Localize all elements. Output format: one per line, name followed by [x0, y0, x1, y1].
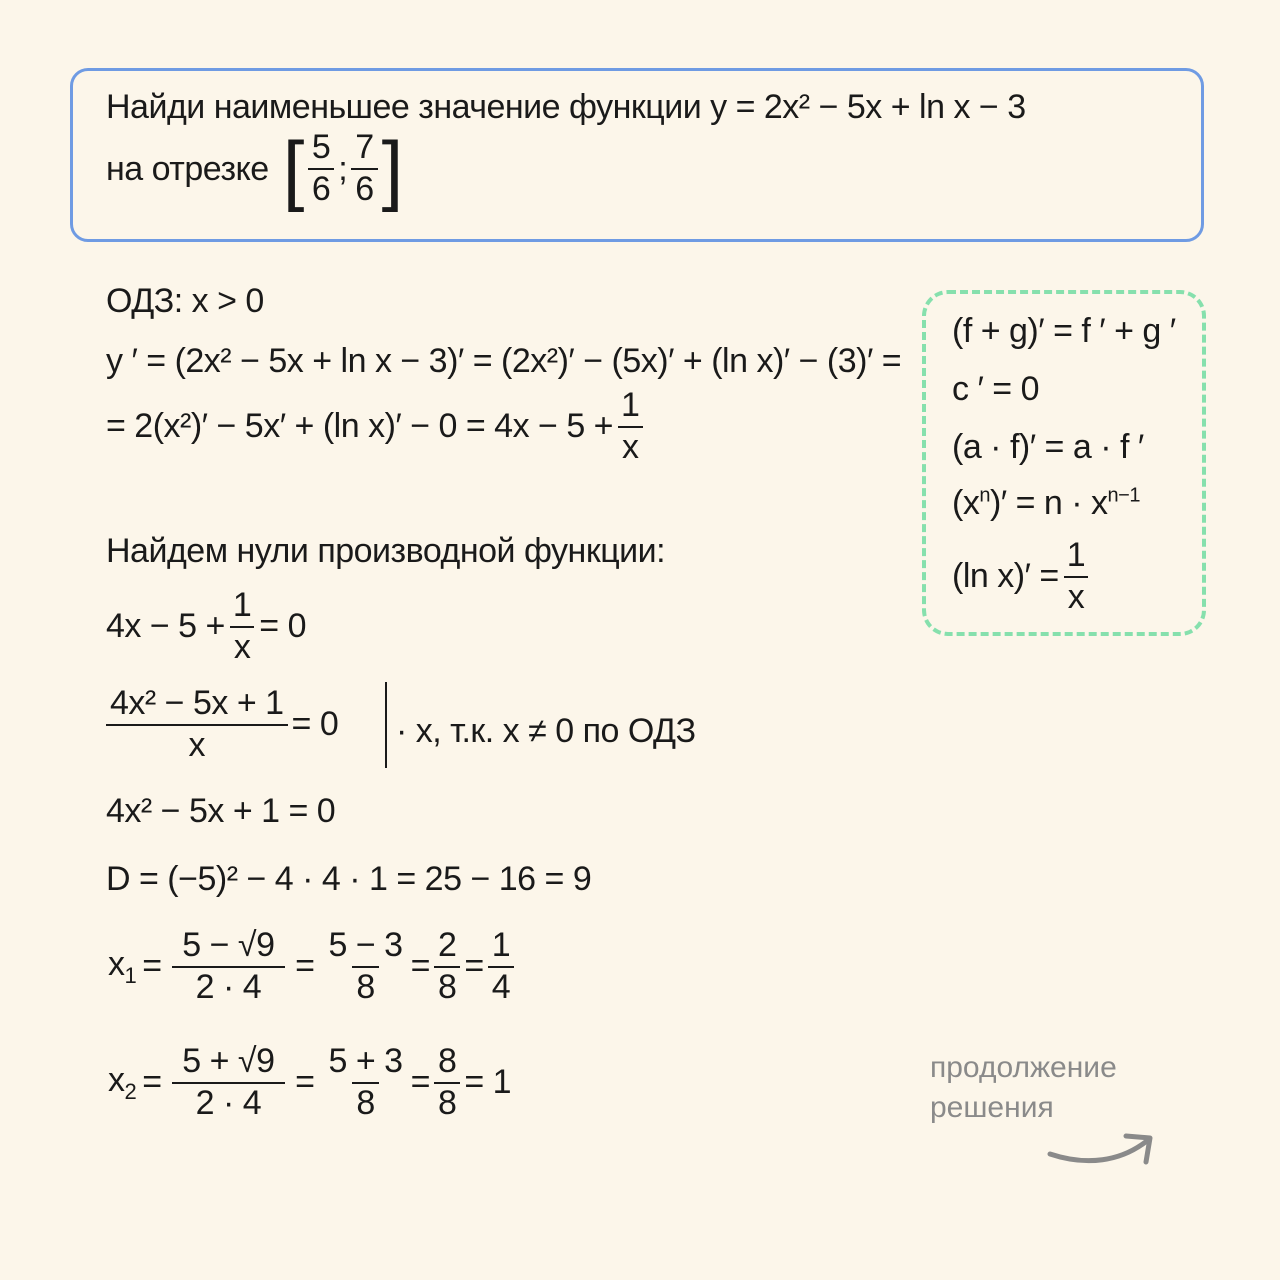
interval-prefix: на отрезке — [106, 149, 269, 188]
root-1-frac-4-den: 4 — [488, 966, 514, 1006]
rule-log-left: (ln x)′ = — [952, 557, 1059, 596]
derivative-line-1: y ′ = (2x² − 5x + ln x − 3)′ = (2x²)′ − (5x)′ + (ln x)′ − (3)′ = — [106, 342, 902, 380]
quadratic-equation: 4x² − 5x + 1 = 0 — [106, 792, 336, 830]
root-1-frac-4-num: 1 — [491, 926, 511, 964]
equals-sign: = — [142, 947, 162, 986]
rule-power-exp-2: n−1 — [1107, 484, 1140, 507]
derivative-line-2-text: = 2(x²)′ − 5x′ + (ln x)′ − 0 = 4x − 5 + — [106, 407, 614, 446]
root-1-frac-1-den: 2 · 4 — [172, 966, 286, 1006]
equation-1-left: 4x − 5 + — [106, 607, 225, 646]
root-1-frac-2-den: 8 — [352, 966, 378, 1006]
rule-log-den: x — [1064, 576, 1089, 616]
root-2-line — [108, 1044, 511, 1121]
rule-log — [952, 538, 1093, 615]
continue-note-line-2: решения — [930, 1091, 1054, 1124]
root-1-frac-1-num: 5 − √9 — [182, 926, 275, 964]
rule-constant-multiple: (a · f)′ = a · f ′ — [952, 428, 1144, 466]
left-bracket: [ — [282, 125, 304, 213]
equation-2 — [102, 686, 338, 763]
discriminant-line: D = (−5)² − 4 · 4 · 1 = 25 − 16 = 9 — [106, 860, 592, 898]
interval-end-den: 6 — [351, 168, 377, 208]
equation-2-right: = 0 — [291, 705, 339, 744]
equals-sign: = — [410, 947, 430, 986]
equals-sign: = — [295, 1063, 315, 1102]
rule-power — [952, 484, 1140, 523]
root-2-frac-2-num: 5 + 3 — [328, 1042, 403, 1080]
interval-separator: ; — [338, 149, 348, 188]
rule-constant: c ′ = 0 — [952, 370, 1039, 408]
vertical-divider — [385, 682, 387, 768]
zeros-heading: Найдем нули производной функции: — [106, 532, 666, 570]
equation-1-num: 1 — [232, 586, 252, 624]
rule-sum: (f + g)′ = f ′ + g ′ — [952, 312, 1176, 350]
derivative-frac-den: x — [618, 426, 643, 466]
root-1-frac-2-num: 5 − 3 — [328, 926, 403, 964]
interval-start-num: 5 — [311, 128, 331, 167]
curved-arrow-right-icon — [1046, 1126, 1156, 1170]
equation-1 — [106, 588, 306, 665]
equation-2-den: x — [106, 724, 288, 764]
continue-note-line-1: продолжение — [930, 1051, 1117, 1084]
derivative-frac-num: 1 — [621, 386, 640, 424]
domain-line: ОДЗ: x > 0 — [106, 282, 264, 320]
rule-power-exp: n — [979, 484, 990, 507]
task-statement: Найди наименьшее значение функции y = 2x² − 5x + ln x − 3 — [106, 88, 1026, 126]
interval-end-num: 7 — [355, 128, 374, 167]
root-2-subscript: 2 — [124, 1078, 137, 1104]
root-1-subscript: 1 — [124, 962, 137, 988]
continue-note — [930, 1048, 1117, 1128]
equals-sign: = — [464, 947, 484, 986]
interval-start-den: 6 — [308, 168, 334, 208]
root-1-line — [108, 928, 518, 1005]
rule-log-num: 1 — [1066, 536, 1086, 574]
root-1-frac-3-den: 8 — [434, 966, 460, 1006]
root-1-label: $x_1$ — [108, 944, 137, 988]
equals-sign: = — [295, 947, 315, 986]
root-2-frac-1-den: 2 · 4 — [172, 1082, 286, 1122]
equals-sign: = — [142, 1063, 162, 1102]
right-bracket: ] — [381, 125, 403, 213]
root-2-frac-3-den: 8 — [434, 1082, 460, 1122]
root-2-frac-2-den: 8 — [352, 1082, 378, 1122]
root-2-frac-1-num: 5 + √9 — [182, 1042, 275, 1080]
root-2-label: $x_2$ — [108, 1060, 137, 1104]
task-interval — [106, 125, 403, 213]
equation-2-num: 4x² − 5x + 1 — [110, 684, 284, 722]
derivative-line-2 — [106, 388, 647, 465]
equals-sign: = — [410, 1063, 430, 1102]
root-1-frac-3-num: 2 — [437, 926, 457, 964]
root-2-result: = 1 — [464, 1063, 512, 1102]
rule-power-rest: )′ = n · x — [989, 484, 1108, 522]
equation-1-right: = 0 — [259, 607, 307, 646]
root-2-frac-3-num: 8 — [437, 1042, 457, 1080]
multiplication-note: · x, т.к. x ≠ 0 по ОДЗ — [396, 712, 696, 750]
rule-power-base: (x — [952, 484, 980, 522]
equation-1-den: x — [230, 626, 255, 666]
